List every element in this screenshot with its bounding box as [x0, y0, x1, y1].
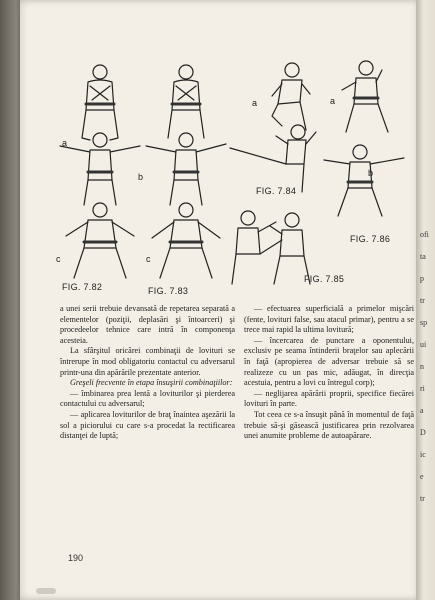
edge-text: ta	[420, 252, 426, 261]
edge-text: tr	[420, 494, 425, 503]
fig-785-label: FIG. 7.85	[304, 274, 345, 284]
fig-782-label: FIG. 7.82	[62, 282, 103, 292]
page-stain	[36, 588, 56, 594]
paragraph: — îmbinarea prea lentă a loviturilor şi pierderea contactului cu adversarul;	[60, 388, 235, 409]
figure-letter-c: c	[56, 254, 61, 264]
figure-783-a	[168, 65, 204, 138]
edge-text: ic	[420, 450, 426, 459]
paragraph: — efectuarea superficială a primelor mişcări (fente, lovituri false, sau atacul primar), pentru a se trece mai rapid la ultima lovitură;	[244, 304, 414, 335]
left-text-column	[60, 304, 235, 442]
figure-784-b	[230, 125, 316, 192]
fig-784-label: FIG. 7.84	[256, 186, 297, 196]
edge-text: sp	[420, 318, 428, 327]
edge-text: e	[420, 472, 424, 481]
figure-784-a	[272, 63, 310, 130]
figure-782-a	[82, 65, 118, 140]
figure-letter-a-2: a	[252, 98, 258, 108]
edge-text: ofi	[420, 230, 429, 239]
figure-785	[232, 211, 310, 284]
figure-786-a	[342, 61, 388, 132]
figure-letter-b: b	[138, 172, 144, 182]
edge-text: ui	[420, 340, 427, 349]
edge-text: D	[420, 428, 426, 437]
paragraph: a unei serii trebuie devansată de repetarea separată a elementelor (poziţii, deplasări şi întoarceri) şi procedeelor tehnice care intră în componenţa acesteia.	[60, 304, 235, 345]
figure-783-c	[152, 203, 220, 278]
paragraph: Tot ceea ce s-a însuşit până în momentul de faţă trebuie să-şi găsească justificarea prin rezolvarea unei anumite probleme de autoapărare.	[244, 409, 414, 441]
figure-letter-b-2: b	[368, 168, 374, 178]
edge-text: ri	[420, 384, 425, 393]
paragraph: La sfârşitul oricărei combinaţii de lovituri se întrerupe în mod obligatoriu contactul cu adversarul printr-una din apărările prezentate anterior.	[60, 346, 235, 377]
figure-783-b	[146, 133, 226, 205]
figure-letter-a-3: a	[330, 96, 336, 106]
figure-letter-c-2: c	[146, 254, 151, 264]
edge-text: p	[420, 274, 424, 283]
edge-text: n	[420, 362, 424, 371]
figure-782-b	[60, 133, 140, 205]
right-text-column	[244, 304, 414, 442]
fig-786-label: FIG. 7.86	[350, 234, 391, 244]
paragraph: — neglijarea apărării proprii, specifice fiecărei lovituri în parte.	[244, 388, 414, 409]
page-number: 190	[68, 553, 84, 563]
figure-786-b	[324, 145, 404, 216]
paragraph-heading: Greşeli frecvente în etapa însuşirii combinaţiilor:	[70, 378, 233, 388]
figure-letter-a: a	[62, 138, 68, 148]
edge-text: tr	[420, 296, 425, 305]
figure-782-c	[66, 203, 134, 278]
edge-text: a	[420, 406, 424, 415]
karate-illustrations	[20, 40, 420, 300]
fig-783-label: FIG. 7.83	[148, 286, 189, 296]
paragraph: — aplicarea loviturilor de braţ înaintea aşezării la sol a piciorului cu care s-a procedat la rectificarea distanţei de luptă;	[60, 409, 235, 441]
paragraph: — încercarea de punctare a oponentului, exclusiv pe seama întinderii braţelor sau aplecării în faţă (apropierea de adversar trebuie să se realizeze cu un pas mic, adăugat, în direcţia acestuia, pentru a lovi cu întregul corp);	[244, 335, 414, 388]
